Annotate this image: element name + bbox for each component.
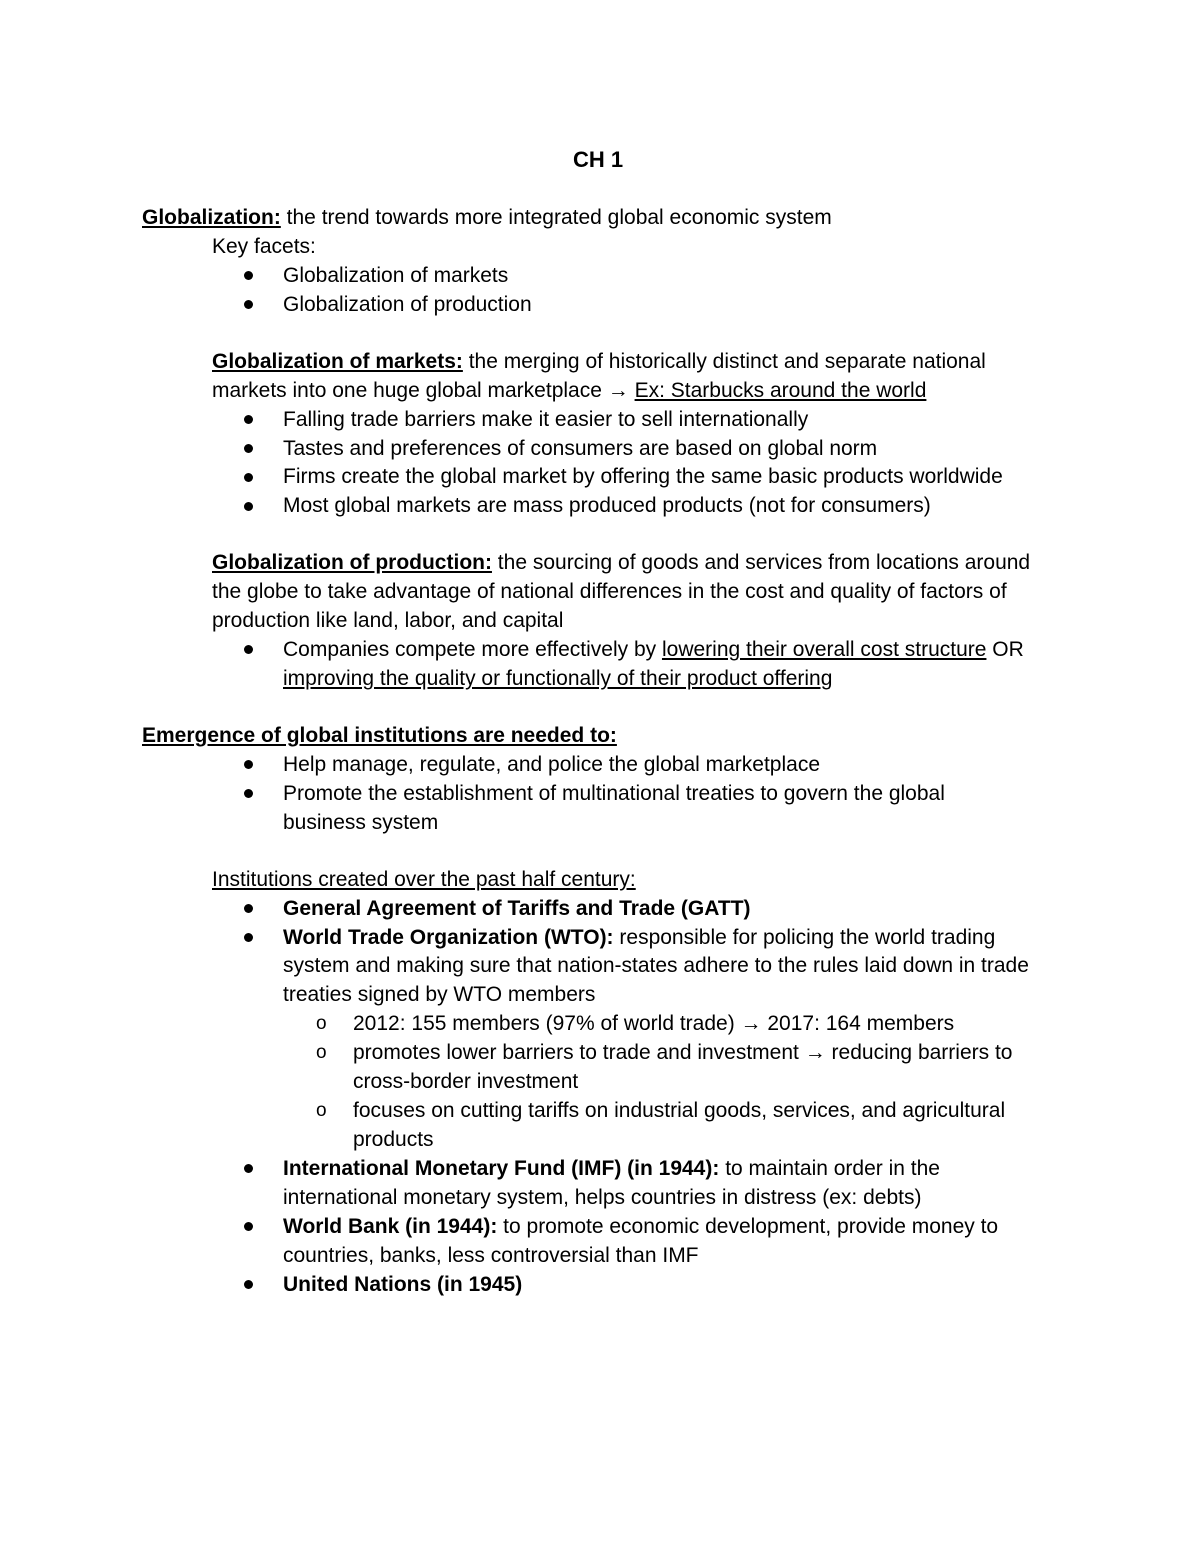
production-bullet-line2: improving the quality or functionally of their product offering [283,667,833,690]
production-definition-line1 [212,549,1030,577]
world-bank-item-line2: countries, banks, less controversial than IMF [283,1244,699,1267]
bullet-icon [244,502,253,511]
production-term: Globalization of production: [212,551,492,574]
sub-bullet-icon: o [316,1042,327,1063]
bullet-icon [244,444,253,453]
facet-item: Globalization of production [283,293,532,316]
markets-def-text-2: markets into one huge global marketplace [212,379,608,402]
united-nations-item: United Nations (in 1945) [283,1273,523,1296]
globalization-term: Globalization: [142,206,281,229]
world-bank-item-line1 [283,1213,998,1241]
bullet-icon [244,300,253,309]
markets-bullet: Tastes and preferences of consumers are based on global norm [283,437,878,460]
bullet-icon [244,1222,253,1231]
globalization-definition [142,204,832,232]
wto-sub-text: 2017: 164 members [761,1012,955,1035]
imf-text: to maintain order in the [719,1157,940,1180]
bullet-icon [244,1280,253,1289]
production-definition-line2: the globe to take advantage of national differences in the cost and quality of factors of [212,580,1007,603]
production-bullet-or: OR [986,638,1024,661]
production-bullet-text: Companies compete more effectively by [283,638,662,661]
bullet-icon [244,933,253,942]
bullet-icon [244,645,253,654]
imf-item-line1 [283,1155,940,1183]
wto-sub-item-cont: cross-border investment [353,1070,579,1093]
wto-sub-text: promotes lower barriers to trade and investment [353,1041,805,1064]
arrow-icon: → [740,1012,762,1035]
bullet-icon [244,271,253,280]
sub-bullet-icon: o [316,1100,327,1121]
institutions-heading: Institutions created over the past half century: [212,868,636,891]
emergence-heading: Emergence of global institutions are needed to: [142,724,617,747]
markets-bullet: Most global markets are mass produced products (not for consumers) [283,494,931,517]
markets-def-text: the merging of historically distinct and separate national [462,350,986,373]
markets-bullet: Falling trade barriers make it easier to sell internationally [283,408,809,431]
imf-item-line2: international monetary system, helps countries in distress (ex: debts) [283,1186,922,1209]
production-bullet-emphasis: lowering their overall cost structure [661,638,987,661]
markets-bullet: Firms create the global market by offering the same basic products worldwide [283,465,1003,488]
markets-term: Globalization of markets: [212,350,463,373]
emergence-bullet-cont: business system [283,811,439,834]
globalization-def-text: the trend towards more integrated global economic system [280,206,832,229]
markets-definition-line2 [212,377,926,405]
emergence-bullet: Promote the establishment of multinational treaties to govern the global [283,782,945,805]
facet-item: Globalization of markets [283,264,509,287]
bullet-icon [244,789,253,798]
arrow-icon: → [607,379,629,402]
markets-definition-line1 [212,348,986,376]
bullet-icon [244,415,253,424]
key-facets-label: Key facets: [212,235,316,258]
wto-name: World Trade Organization (WTO): [283,926,614,949]
wto-item-line3: treaties signed by WTO members [283,983,596,1006]
gatt-item: General Agreement of Tariffs and Trade (GATT) [283,897,751,920]
sub-bullet-icon: o [316,1013,327,1034]
world-bank-text: to promote economic development, provide money to [497,1215,999,1238]
wto-sub-item-cont: products [353,1128,434,1151]
bullet-icon [244,1164,253,1173]
production-bullet-line1 [283,636,1024,664]
wto-sub-item [353,1010,954,1038]
wto-item-line1 [283,924,995,952]
wto-sub-text: reducing barriers to [825,1041,1013,1064]
page-title: CH 1 [573,147,624,172]
wto-item-line2: system and making sure that nation-states adhere to the rules laid down in trade [283,954,1029,977]
production-def-text: the sourcing of goods and services from locations around [491,551,1031,574]
wto-sub-item: focuses on cutting tariffs on industrial goods, services, and agricultural [353,1099,1006,1122]
emergence-bullet: Help manage, regulate, and police the global marketplace [283,753,821,776]
wto-sub-text: 2012: 155 members (97% of world trade) [353,1012,741,1035]
bullet-icon [244,760,253,769]
bullet-icon [244,904,253,913]
production-definition-line3: production like land, labor, and capital [212,609,564,632]
markets-example: Ex: Starbucks around the world [634,379,927,402]
arrow-icon: → [804,1041,826,1064]
world-bank-name: World Bank (in 1944): [283,1215,498,1238]
wto-sub-item [353,1039,1012,1067]
bullet-icon [244,473,253,482]
imf-name: International Monetary Fund (IMF) (in 1944): [283,1157,720,1180]
wto-text: responsible for policing the world trading [613,926,996,949]
